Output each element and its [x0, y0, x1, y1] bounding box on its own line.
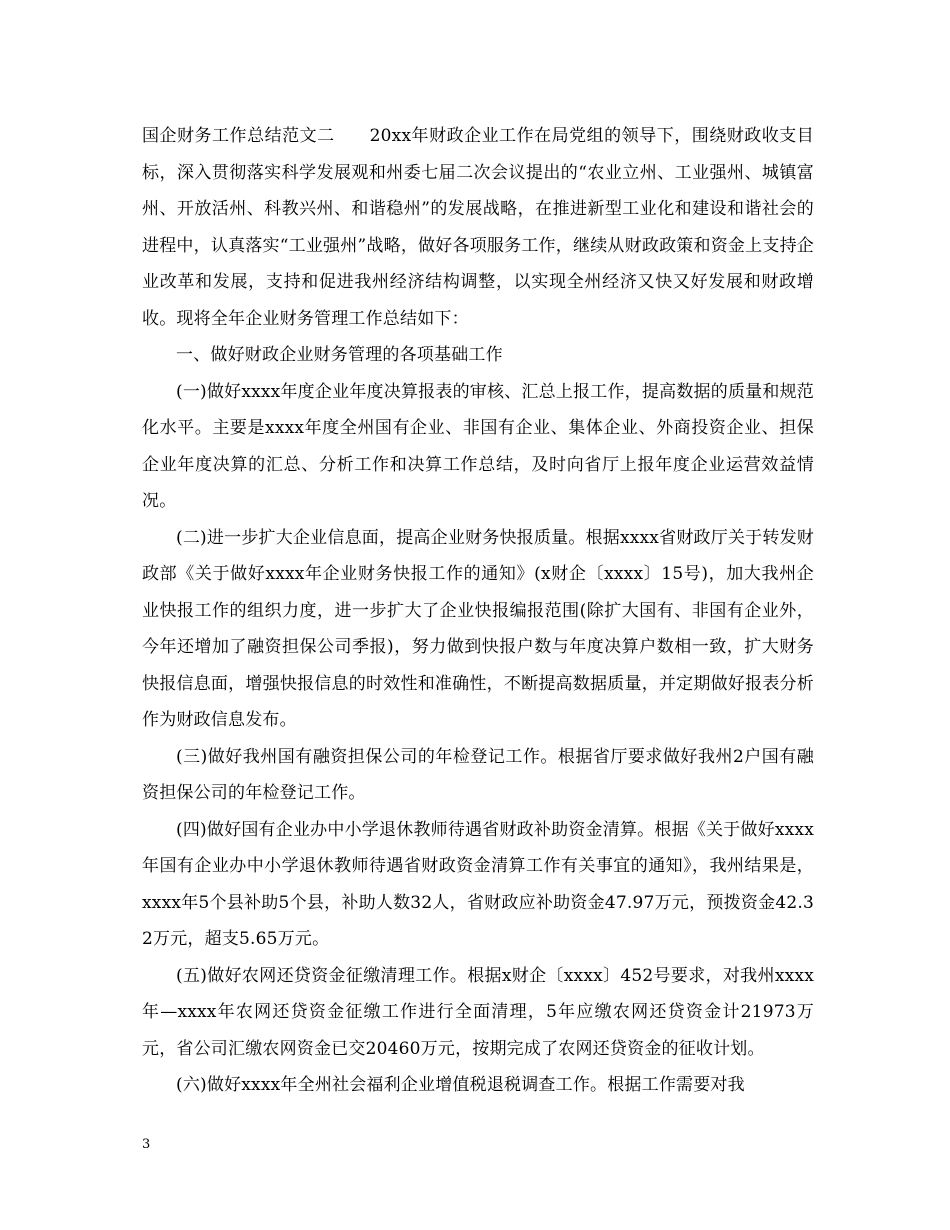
page-number: 3 [142, 1137, 151, 1152]
paragraph-item-1: (一)做好xxxx年度企业年度决算报表的审核、汇总上报工作，提高数据的质量和规范化水平。主要是xxxx年度全州国有企业、非国有企业、集体企业、外商投资企业、担保企业年度决算的汇总、分析工作和决算工作总结，及时向省厅上报年度企业运营效益情况。 [142, 381, 814, 511]
paragraph-item-6: (六)做好xxxx年全州社会福利企业增值税退税调查工作。根据工作需要对我 [176, 1075, 745, 1095]
paragraph-item-5: (五)做好农网还贷资金征缴清理工作。根据x财企〔xxxx〕452号要求，对我州xxxx年—xxxx年农网还贷资金征缴工作进行全面清理，5年应缴农网还贷资金计21973万元，省公司汇缴农网资金已交20460万元，按期完成了农网还贷资金的征收计划。 [142, 965, 814, 1059]
paragraph-intro: 国企财务工作总结范文二 20xx年财政企业工作在局党组的领导下，围绕财政收支目标，深入贯彻落实科学发展观和州委七届二次会议提出的“农业立州、工业强州、城镇富州、开放活州、科教兴州、和谐稳州”的发展战略，在推进新型工业化和建设和谐社会的进程中，认真落实“工业强州”战略，做好各项服务工作，继续从财政政策和资金上支持企业改革和发展，支持和促进我州经济结构调整，以实现全州经济又快又好发展和财政增收。现将全年企业财务管理工作总结如下： [142, 126, 814, 329]
paragraph-item-2: (二)进一步扩大企业信息面，提高企业财务快报质量。根据xxxx省财政厅关于转发财政部《关于做好xxxx年企业财务快报工作的通知》(x财企〔xxxx〕15号)，加大我州企业快报工作的组织力度，进一步扩大了企业快报编报范围(除扩大国有、非国有企业外，今年还增加了融资担保公司季报)，努力做到快报户数与年度决算户数相一致，扩大财务快报信息面，增强快报信息的时效性和准确性，不断提高数据质量，并定期做好报表分析作为财政信息发布。 [142, 527, 814, 730]
paragraph-item-3: (三)做好我州国有融资担保公司的年检登记工作。根据省厅要求做好我州2户国有融资担保公司的年检登记工作。 [142, 746, 814, 803]
document-body [142, 118, 814, 1104]
paragraph-item-4: (四)做好国有企业办中小学退休教师待遇省财政补助资金清算。根据《关于做好xxxx年国有企业办中小学退休教师待遇省财政资金清算工作有关事宜的通知》，我州结果是，xxxx年5个县补助5个县，补助人数32人，省财政应补助资金47.97万元，预拨资金42.32万元，超支5.65万元。 [142, 819, 814, 949]
section-heading-1: 一、做好财政企业财务管理的各项基础工作 [176, 345, 503, 365]
